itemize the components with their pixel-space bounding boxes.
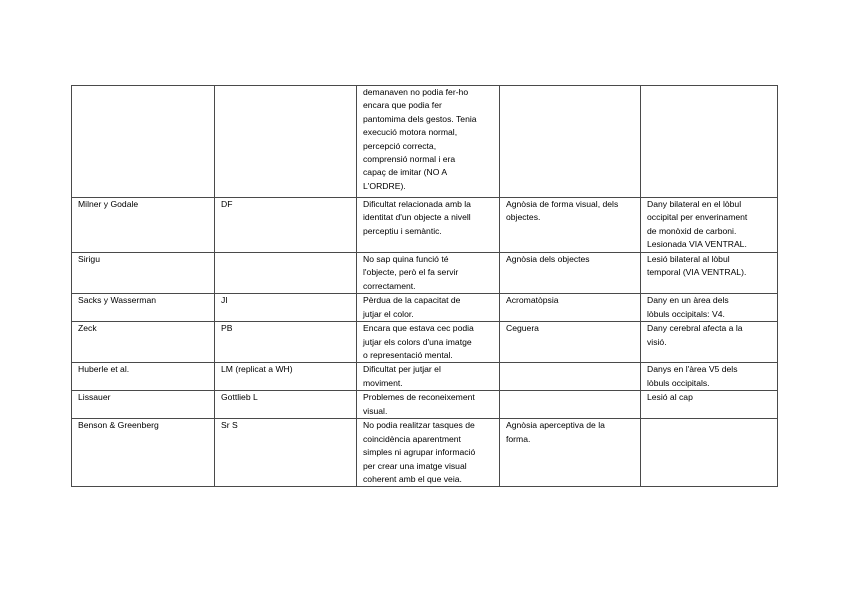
description-cell: Problemes de reconeixement visual. xyxy=(357,391,500,419)
lesion-cell: Lesió al cap xyxy=(641,391,778,419)
lesion-cell xyxy=(641,419,778,487)
description-cell: Pèrdua de la capacitat de jutjar el color. xyxy=(357,294,500,322)
table-row xyxy=(72,253,778,294)
disorder-cell: Agnòsia aperceptiva de la forma. xyxy=(500,419,641,487)
lesion-cell: Dany cerebral afecta a la visió. xyxy=(641,322,778,363)
lesion-cell xyxy=(641,86,778,198)
description-cell: demanaven no podia fer-ho encara que podia fer pantomima dels gestos. Tenia execució motora normal, percepció correcta, comprensió normal i era capaç de imitar (NO A L'ORDRE). xyxy=(357,86,500,198)
description-cell: Dificultat per jutjar el moviment. xyxy=(357,363,500,391)
author-cell: Benson & Greenberg xyxy=(72,419,215,487)
description-cell: Dificultat relacionada amb la identitat d'un objecte a nivell perceptiu i semàntic. xyxy=(357,198,500,253)
disorder-cell xyxy=(500,363,641,391)
description-cell: No podia realitzar tasques de coincidència aparentment simples ni agrupar informació per crear una imatge visual coherent amb el que veia. xyxy=(357,419,500,487)
disorder-cell xyxy=(500,86,641,198)
author-cell xyxy=(72,86,215,198)
lesion-cell: Dany en un àrea dels lòbuls occipitals: V4. xyxy=(641,294,778,322)
disorder-cell: Acromatòpsia xyxy=(500,294,641,322)
disorder-cell xyxy=(500,391,641,419)
patient-cell: JI xyxy=(215,294,357,322)
author-cell: Huberle et al. xyxy=(72,363,215,391)
table-row xyxy=(72,391,778,419)
description-cell: Encara que estava cec podia jutjar els colors d'una imatge o representació mental. xyxy=(357,322,500,363)
author-cell: Sacks y Wasserman xyxy=(72,294,215,322)
patient-cell: LM (replicat a WH) xyxy=(215,363,357,391)
patient-cell xyxy=(215,86,357,198)
table-row xyxy=(72,419,778,487)
lesion-cell: Lesió bilateral al lòbul temporal (VIA VENTRAL). xyxy=(641,253,778,294)
table-row xyxy=(72,322,778,363)
patient-cell: Sr S xyxy=(215,419,357,487)
author-cell: Zeck xyxy=(72,322,215,363)
table-row xyxy=(72,294,778,322)
table-row xyxy=(72,198,778,253)
patient-cell: DF xyxy=(215,198,357,253)
lesion-cell: Danys en l'àrea V5 dels lòbuls occipitals. xyxy=(641,363,778,391)
description-cell: No sap quina funció té l'objecte, però el fa servir correctament. xyxy=(357,253,500,294)
lesion-cell: Dany bilateral en el lòbul occipital per enverinament de monòxid de carboni. Lesionada VIA VENTRAL. xyxy=(641,198,778,253)
author-cell: Sirigu xyxy=(72,253,215,294)
case-table xyxy=(71,85,778,487)
patient-cell: PB xyxy=(215,322,357,363)
disorder-cell: Agnòsia dels objectes xyxy=(500,253,641,294)
patient-cell: Gottlieb L xyxy=(215,391,357,419)
author-cell: Milner y Godale xyxy=(72,198,215,253)
author-cell: Lissauer xyxy=(72,391,215,419)
table-row xyxy=(72,363,778,391)
table-row xyxy=(72,86,778,198)
disorder-cell: Ceguera xyxy=(500,322,641,363)
disorder-cell: Agnòsia de forma visual, dels objectes. xyxy=(500,198,641,253)
patient-cell xyxy=(215,253,357,294)
